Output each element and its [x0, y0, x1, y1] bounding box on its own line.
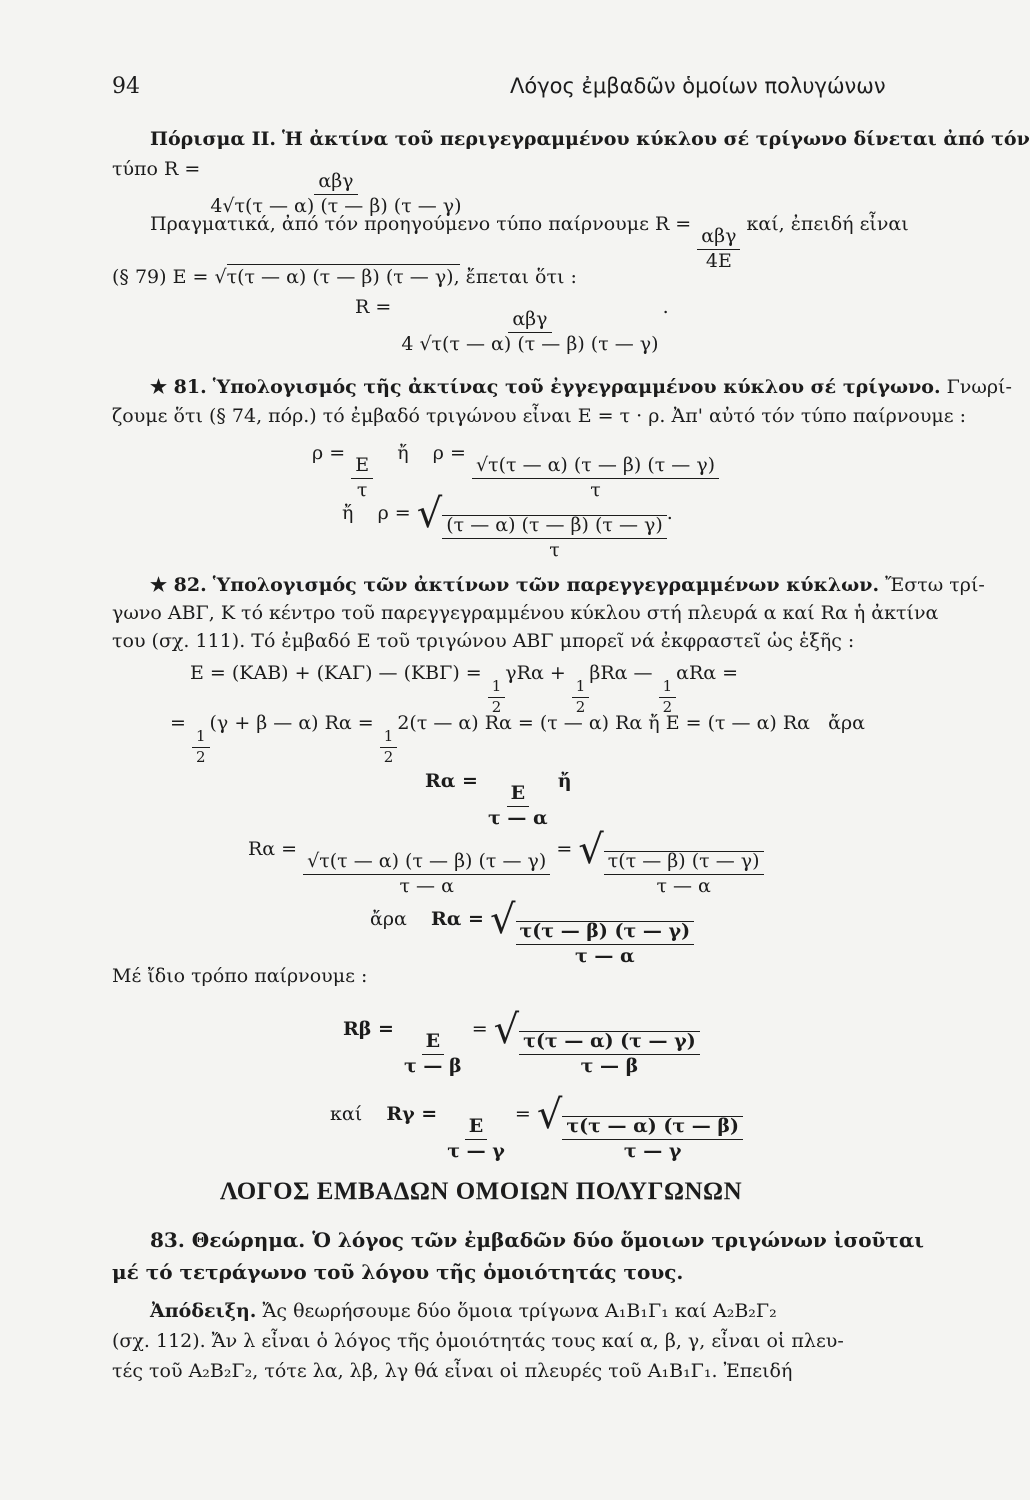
section81-title-line	[150, 376, 1012, 398]
section82-line2: γωνο ΑΒΓ, Κ τό κέντρο τοῦ παρεγγεγραμμένου κύκλου στή πλευρά α καί Rα ἡ ἀκτίνα	[112, 602, 939, 624]
f1-num: Ε	[351, 456, 373, 479]
running-title: Λόγος ἐμβαδῶν ὁμοίων πολυγώνων	[510, 74, 886, 98]
section82-title: Ὑπολογισμός τῶν ἀκτίνων τῶν παρεγγεγραμμένων κύκλων.	[212, 574, 880, 596]
ra2-formula	[248, 827, 764, 897]
half-num: 1	[659, 679, 677, 698]
eq2-t2: 2(τ — α) Rα = (τ — α) Rα ἤ Ε = (τ — α) Rα	[397, 712, 811, 734]
ra3-den: τ — α	[574, 944, 635, 967]
ra-lhs: Rα =	[425, 770, 478, 792]
ra3-formula	[370, 897, 694, 967]
half-fraction	[659, 679, 677, 716]
rg-lhs: Rγ =	[386, 1103, 438, 1125]
rb-right-fraction	[519, 1031, 700, 1077]
porisma-result: R = $\frac{\text{αβγ}}{4 √\tau(\tau — \alpha) (\tau — \beta) (\tau — \gamma)}$ .	[355, 296, 669, 355]
f1b-den: τ	[590, 478, 601, 501]
proof-line2-end: ἔπεται ὅτι :	[465, 266, 577, 288]
f1-lhs: ρ =	[312, 442, 346, 464]
result-lhs: R =	[355, 296, 392, 318]
eq1-t1: γRα +	[505, 662, 566, 684]
ra2-rnum: τ(τ — β) (τ — γ)	[604, 852, 764, 875]
same-way-text: Μέ ἴδιο τρόπο παίρνουμε :	[112, 965, 368, 987]
f1b-lhs: ρ =	[432, 442, 466, 464]
result-den: 4 √τ(τ — α) (τ — β) (τ — γ)	[401, 332, 659, 355]
rg-eq: =	[514, 1103, 531, 1125]
sqrt-sign: √	[214, 266, 227, 288]
section83-proof2: (σχ. 112). Ἄν λ εἶναι ὁ λόγος τῆς ὁμοιότητάς τους καί α, β, γ, εἶναι οἱ πλευ-	[112, 1330, 844, 1352]
ra2-fraction	[303, 852, 550, 897]
section82-eq1	[190, 662, 738, 716]
ra3-lhs: Rα =	[431, 908, 484, 930]
porisma-text: Ἡ ἀκτίνα τοῦ περιγεγραμμένου κύκλου σέ τρίγωνο δίνεται ἀπό τόν	[282, 128, 1030, 150]
ra-fraction	[484, 784, 552, 829]
rg-rden: τ — γ	[623, 1139, 682, 1162]
section82-title-tail: Ἔστω τρί-	[885, 574, 985, 596]
kai-label: καί	[330, 1103, 363, 1125]
f2-fraction	[442, 515, 667, 561]
f2-or: ἤ	[342, 502, 354, 524]
ara-label: ἄρα	[370, 908, 407, 930]
rb-rden: τ — β	[580, 1054, 639, 1077]
half-num: 1	[192, 729, 210, 748]
rb-lhs: Rβ =	[343, 1018, 394, 1040]
sqrt-sign: √	[536, 1092, 563, 1138]
half-num: 1	[572, 679, 590, 698]
ra-or: ἤ	[557, 770, 572, 792]
eq1-text: Ε = (ΚΑΒ) + (ΚΑΓ) — (ΚΒΓ) =	[190, 662, 482, 684]
porisma-frac-den: 4√τ(τ — α) (τ — β) (τ — γ)	[210, 194, 462, 217]
proof-label: Ἀπόδειξη.	[150, 1300, 257, 1322]
ra2-num: √τ(τ — α) (τ — β) (τ — γ)	[303, 852, 550, 875]
f2-lhs: ρ =	[377, 502, 411, 524]
section83-label: Θεώρημα.	[191, 1228, 306, 1252]
ra-num: Ε	[507, 784, 529, 807]
eq2-end: ἄρα	[828, 712, 865, 734]
proof-line2-start: (§ 79) Ε =	[112, 266, 209, 288]
ra2-right-fraction	[604, 851, 764, 897]
result-num: αβγ	[508, 310, 551, 333]
rb-eq: =	[471, 1018, 488, 1040]
half-fraction	[380, 729, 398, 766]
ra-den: τ — α	[488, 806, 548, 829]
section83-proof1	[150, 1300, 777, 1322]
proof-line1-end: καί, ἐπειδή εἶναι	[746, 213, 909, 235]
sqrt-sign: √	[490, 897, 516, 943]
result-fraction	[397, 310, 662, 355]
half-num: 1	[380, 729, 398, 748]
ra2-rden: τ — α	[656, 874, 711, 897]
half-num: 1	[488, 679, 506, 698]
section81-title-tail: Γνωρί-	[946, 376, 1012, 398]
half-den: 2	[575, 697, 586, 716]
f1b-num: √τ(τ — α) (τ — β) (τ — γ)	[472, 456, 719, 479]
f1-den: τ	[356, 478, 368, 501]
ra2-lhs: Rα =	[248, 838, 298, 860]
porisma-line	[150, 128, 1030, 150]
porisma-formula	[112, 158, 466, 217]
half-fraction	[192, 729, 210, 766]
eq2-t1: (γ + β — α) Rα =	[209, 712, 374, 734]
ra3-fraction	[516, 921, 695, 967]
chapter-heading: ΛΟΓΟΣ ΕΜΒΑΔΩΝ ΟΜΟΙΩΝ ΠΟΛΥΓΩΝΩΝ	[219, 1178, 743, 1205]
section83-line1	[150, 1228, 924, 1252]
proof-line1-text: Πραγματικά, ἀπό τόν προηγούμενο τύπο παίρνουμε R =	[150, 213, 692, 235]
section82-eq2	[170, 712, 865, 766]
rg-fraction	[443, 1117, 509, 1162]
section81-formula2: ἤ ρ = √ $\frac{(\tau — \alpha) (\tau — \beta) (\tau — \gamma)}{\tau}$ .	[342, 491, 673, 561]
half-den: 2	[195, 747, 206, 766]
porisma-frac-num: αβγ	[314, 172, 357, 195]
page-number: 94	[112, 74, 140, 99]
rb-rnum: τ(τ — α) (τ — γ)	[519, 1032, 700, 1055]
eq1-t3: αRα =	[676, 662, 739, 684]
rg-num: Ε	[465, 1117, 487, 1140]
half-den: 2	[662, 697, 673, 716]
section82-title-line	[150, 574, 985, 596]
ra2-den: τ — α	[399, 874, 454, 897]
ra-formula	[425, 770, 572, 829]
sqrt-sign: √	[493, 1007, 520, 1053]
ra3-num: τ(τ — β) (τ — γ)	[516, 922, 695, 945]
proof-line2-rad: τ(τ — α) (τ — β) (τ — γ),	[226, 266, 460, 288]
proof-fraction	[697, 227, 740, 272]
section81-line2: ζουμε ὅτι (§ 74, πόρ.) τό ἐμβαδό τριγώνου εἶναι Ε = τ · ρ. Ἀπ' αὐτό τόν τύπο παίρνουμε :	[112, 405, 967, 427]
sqrt-sign: √	[578, 827, 604, 873]
f2-num: (τ — α) (τ — β) (τ — γ)	[442, 516, 667, 539]
rb-den: τ — β	[404, 1054, 462, 1077]
section81-star: ★ 81.	[150, 376, 207, 398]
rg-den: τ — γ	[447, 1139, 505, 1162]
half-den: 2	[383, 747, 394, 766]
porisma-fraction	[206, 172, 465, 217]
eq2-start: =	[170, 712, 186, 734]
f1-or: ἤ	[397, 442, 409, 464]
rg-rnum: τ(τ — α) (τ — β)	[562, 1117, 743, 1140]
sqrt-sign: √	[416, 491, 443, 537]
rg-formula	[330, 1092, 743, 1162]
half-den: 2	[491, 697, 502, 716]
eq1-t2: βRα —	[589, 662, 653, 684]
rb-num: Ε	[422, 1032, 444, 1055]
porisma-label: Πόρισμα ΙΙ.	[150, 128, 276, 150]
section83-number: 83.	[150, 1228, 185, 1252]
half-fraction	[488, 679, 506, 716]
proof-line-2	[112, 266, 577, 288]
section83-proof3: τές τοῦ Α₂Β₂Γ₂, τότε λα, λβ, λγ θά εἶναι οἱ πλευρές τοῦ Α₁Β₁Γ₁. Ἐπειδή	[112, 1360, 793, 1382]
ra2-eq: =	[556, 838, 573, 860]
rb-fraction	[400, 1032, 466, 1077]
section82-star: ★ 82.	[150, 574, 207, 596]
rg-right-fraction	[562, 1116, 743, 1162]
f2-den: τ	[549, 538, 560, 561]
porisma-formula-prefix: τύπο R =	[112, 158, 201, 180]
half-fraction	[572, 679, 590, 716]
proof-frac-den: 4Ε	[705, 249, 732, 272]
section81-formula1	[312, 442, 719, 501]
proof-frac-num: αβγ	[697, 227, 740, 250]
rb-formula	[343, 1007, 700, 1077]
section81-title: Ὑπολογισμός τῆς ἀκτίνας τοῦ ἐγγεγραμμένου κύκλου σέ τρίγωνο.	[212, 376, 941, 398]
proof1-text: Ἄς θεωρήσουμε δύο ὅμοια τρίγωνα Α₁Β₁Γ₁ καί Α₂Β₂Γ₂	[262, 1300, 777, 1322]
section82-line3: του (σχ. 111). Τό ἐμβαδό Ε τοῦ τριγώνου ΑΒΓ μπορεῖ νά ἐκφραστεῖ ὡς ἑξῆς :	[112, 630, 855, 652]
section83-statement2: μέ τό τετράγωνο τοῦ λόγου τῆς ὁμοιότητάς τους.	[112, 1260, 684, 1284]
section83-statement1: Ὁ λόγος τῶν ἐμβαδῶν δύο ὅμοιων τριγώνων ἰσοῦται	[312, 1228, 924, 1252]
